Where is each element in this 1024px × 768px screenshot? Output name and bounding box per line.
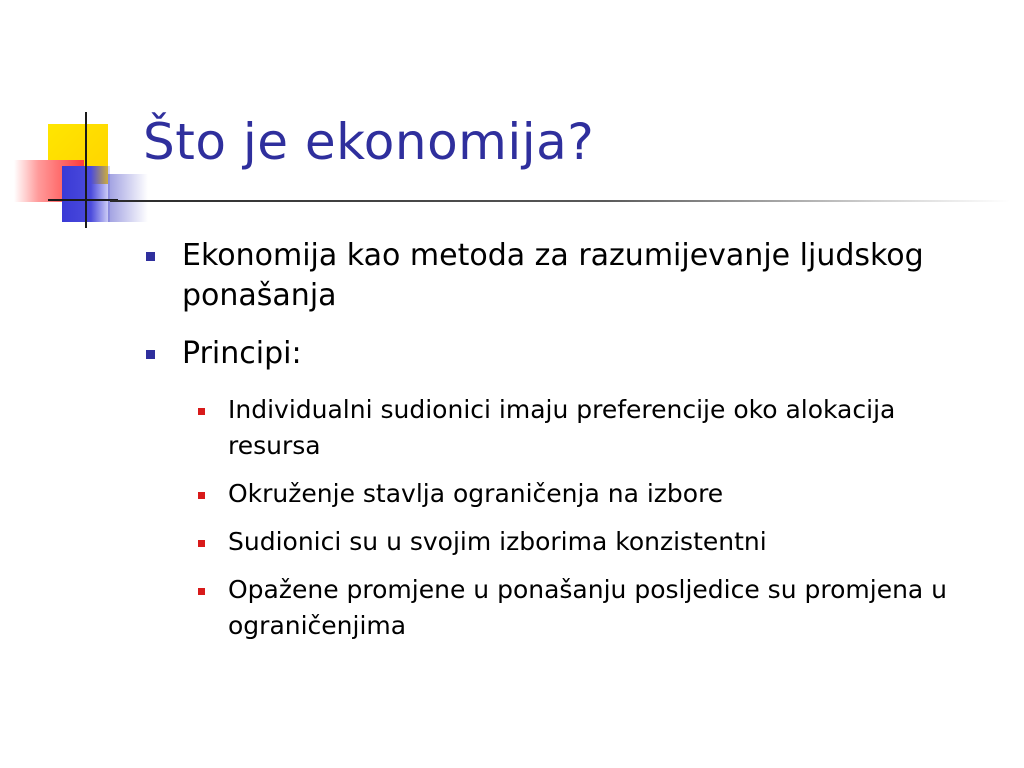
sub-list-item [140, 524, 960, 560]
sub-list-item-text: Sudionici su u svojim izborima konzistentni [228, 527, 767, 556]
list-item-text: Principi: [182, 336, 302, 371]
sub-list-item [140, 572, 960, 644]
sub-list-item [140, 392, 960, 464]
square-bullet-icon [198, 588, 205, 595]
sub-list-item [140, 476, 960, 512]
sub-list-item-text: Individualni sudionici imaju preferencije oko alokacija resursa [228, 395, 896, 460]
square-bullet-icon [146, 252, 155, 261]
square-bullet-icon [198, 408, 205, 415]
list-item [140, 334, 960, 374]
slide-title: Što je ekonomija? [143, 113, 595, 171]
bullet-list [140, 236, 960, 656]
list-item-text: Ekonomija kao metoda za razumijevanje ljudskog ponašanja [182, 238, 924, 313]
square-bullet-icon [198, 540, 205, 547]
square-bullet-icon [146, 350, 155, 359]
list-item [140, 236, 960, 316]
sub-list-item-text: Okruženje stavlja ograničenja na izbore [228, 479, 724, 508]
square-bullet-icon [198, 492, 205, 499]
decorative-blue-fade [108, 174, 148, 222]
sub-list-item-text: Opažene promjene u ponašanju posljedice su promjena u ograničenjima [228, 575, 948, 640]
decorative-horizontal-line [48, 199, 118, 201]
decorative-vertical-line [85, 112, 87, 228]
title-underline [110, 200, 1010, 202]
